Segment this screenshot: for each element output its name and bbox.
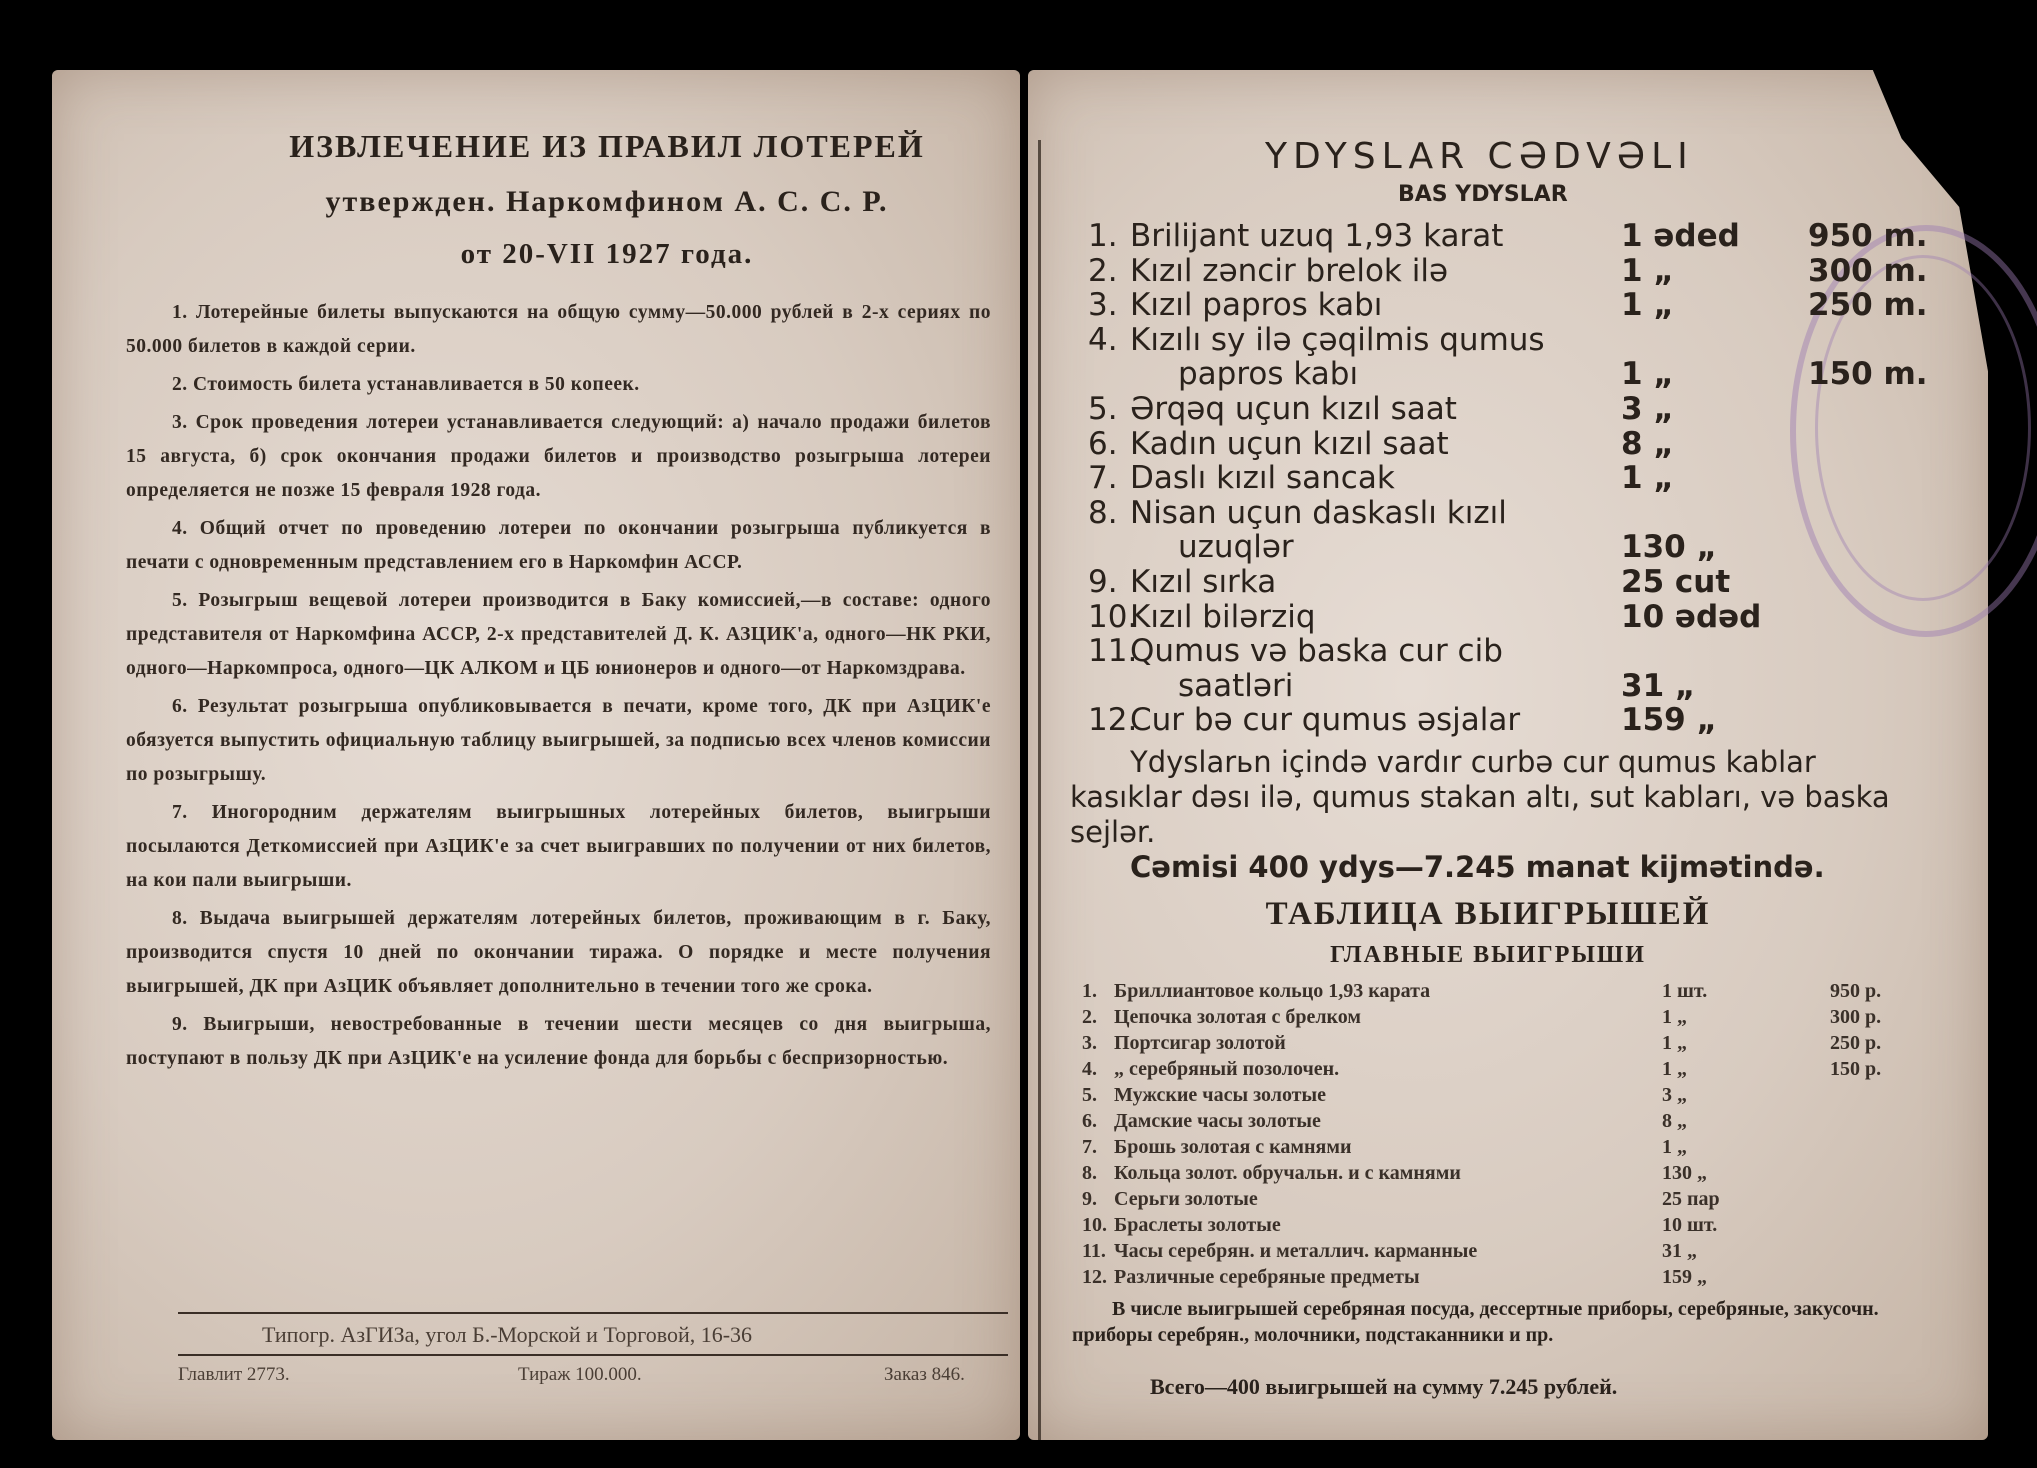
az-prize-qty: 1 əded xyxy=(1621,218,1740,254)
az-prize-value: 150 m. xyxy=(1808,356,1928,393)
az-prize-name: Kızıl papros kabı xyxy=(1130,287,1383,324)
ru-prize-row xyxy=(1082,1136,1942,1162)
rule-4: 4. Общий отчет по проведению лотереи по окончании розыгрыша публикуется в печати с одновременным представлением его в Наркомфин АССР. xyxy=(126,518,991,573)
rule-9: 9. Выигрыши, невостребованные в течении шести месяцев со дня выигрыша, поступают в пользу ДК при АзЦИК'е на усиление фонда для борьбы с беспризорностью. xyxy=(126,1014,991,1069)
az-prize-number: 8. xyxy=(1088,494,1118,531)
az-prize-qty: 1 „ xyxy=(1621,460,1674,497)
ru-prize-name: Браслеты золотые xyxy=(1114,1214,1281,1236)
az-prize-number: 7. xyxy=(1088,460,1118,497)
rule-5: 5. Розыгрыш вещевой лотереи производится в Баку комиссией,—в составе: одного представителя от Наркомфина АССР, 2-х представителей Д. К. АЗЦИК'а, одного—НК РКИ, одного—Наркомпроса, одного—ЦК АЛКОМ и ЦБ юнионеров и одного—от Наркомздрава. xyxy=(126,590,991,679)
footer-rule-bottom xyxy=(178,1354,1008,1356)
ru-prize-number: 6. xyxy=(1082,1110,1097,1132)
az-prize-row xyxy=(1088,495,1948,529)
footer-rule-top xyxy=(178,1312,1008,1314)
glavlit-number: Главлит 2773. xyxy=(178,1364,290,1385)
az-prize-qty: 31 „ xyxy=(1621,667,1696,704)
ru-prize-value: 250 р. xyxy=(1830,1032,1882,1054)
az-prize-qty: 130 „ xyxy=(1621,529,1717,566)
ru-prize-name: Часы серебрян. и металлич. карманные xyxy=(1114,1240,1478,1262)
ru-prize-row xyxy=(1082,980,1942,1006)
ru-prize-value: 950 р. xyxy=(1830,980,1882,1002)
az-prize-row xyxy=(1088,287,1948,324)
az-prize-name: saatləri xyxy=(1178,667,1294,704)
az-prize-value: 300 m. xyxy=(1808,252,1928,289)
az-prize-row xyxy=(1088,253,1948,287)
az-prize-row xyxy=(1088,426,1948,460)
az-prize-name: Kadın uçun kızıl saat xyxy=(1130,425,1449,462)
az-prize-row xyxy=(1088,633,1948,670)
ru-prize-qty: 159 „ xyxy=(1662,1266,1707,1288)
ru-prize-number: 5. xyxy=(1082,1084,1097,1106)
ru-prize-name: Портсигар золотой xyxy=(1114,1032,1286,1054)
left-title: ИЗВЛЕЧЕНИЕ ИЗ ПРАВИЛ ЛОТЕРЕЙ xyxy=(289,128,925,164)
az-prize-qty: 159 „ xyxy=(1621,702,1717,739)
order-number: Заказ 846. xyxy=(884,1364,965,1385)
az-prize-name: Brilijant uzuq 1,93 karat xyxy=(1130,218,1504,254)
ru-prize-row xyxy=(1082,1110,1942,1136)
az-prize-number: 11. xyxy=(1088,633,1138,670)
rule-1: 1. Лотерейные билеты выпускаются на общую сумму—50.000 рублей в 2-х сериях по 50.000 билетов в каждой серии. xyxy=(126,302,991,357)
ru-prize-qty: 31 „ xyxy=(1662,1240,1697,1262)
printer-line: Типогр. АзГИЗа, угол Б.-Морской и Торговой, 16-36 xyxy=(262,1322,753,1347)
ru-prize-number: 3. xyxy=(1082,1032,1097,1054)
az-prize-qty: 1 „ xyxy=(1621,287,1674,324)
ru-total: Всего—400 выигрышей на сумму 7.245 рублей. xyxy=(1150,1374,1618,1399)
az-prize-name: Kızıl bilərziq xyxy=(1130,598,1316,635)
az-prize-number: 5. xyxy=(1088,391,1118,427)
ru-prize-number: 7. xyxy=(1082,1136,1097,1158)
ru-prize-row xyxy=(1082,1084,1942,1110)
ru-prize-name: Мужские часы золотые xyxy=(1114,1084,1326,1106)
ru-prize-row xyxy=(1082,1162,1942,1188)
az-prize-number: 1. xyxy=(1088,218,1118,254)
az-title: YDYSLAR CƏDVƏLI xyxy=(1265,136,1694,177)
az-prize-value: 950 m. xyxy=(1808,218,1928,254)
az-prize-number: 10. xyxy=(1088,598,1138,635)
az-prize-row xyxy=(1088,356,1948,393)
az-prize-row xyxy=(1088,668,1948,702)
az-prize-row xyxy=(1088,322,1948,356)
az-prize-value: 250 m. xyxy=(1808,287,1928,324)
ru-prize-row xyxy=(1082,1240,1942,1266)
az-prize-row xyxy=(1088,218,1948,252)
ru-table-title: ТАБЛИЦА ВЫИГРЫШЕЙ xyxy=(1265,896,1711,932)
az-prize-row xyxy=(1088,460,1948,497)
az-prize-name: Qumus və baska cur cib xyxy=(1130,633,1503,670)
ru-prize-row xyxy=(1082,1188,1942,1214)
ru-prize-qty: 130 „ xyxy=(1662,1162,1707,1184)
ru-prize-qty: 1 „ xyxy=(1662,1058,1687,1080)
ru-note: В числе выигрышей серебряная посуда, дессертные приборы, серебряные, закусочн. приборы серебрян., молочники, подстаканники и пр. xyxy=(1072,1298,1879,1346)
rule-8: 8. Выдача выигрышей держателям лотерейных билетов, проживающим в г. Баку, производится спустя 10 дней по окончании тиража. О порядке и месте получения выигрышей, ДК при АзЦИК объявляет дополнительно в течении того же срока. xyxy=(126,908,991,997)
ru-prize-row xyxy=(1082,1058,1942,1084)
az-prize-row xyxy=(1088,391,1948,425)
ru-prize-row xyxy=(1082,1214,1942,1240)
az-note: Ydyslarьn içində vardır curbə cur qumus kablar kasıklar dəsı ilə, qumus stakan altı, sut kabları, və baska sejlər. xyxy=(1070,745,1890,849)
left-subtitle: утвержден. Наркомфином А. С. С. Р. xyxy=(325,185,889,218)
ru-prize-row xyxy=(1082,1266,1942,1292)
az-prize-number: 3. xyxy=(1088,287,1118,324)
az-total: Cəmisi 400 ydys—7.245 manat kijmətində. xyxy=(1130,850,1825,884)
az-prize-qty: 25 cut xyxy=(1621,564,1731,600)
ru-prize-qty: 25 пар xyxy=(1662,1188,1720,1210)
az-prize-name: Kızılı sy ilə çəqilmis qumus xyxy=(1130,321,1545,358)
ru-table-subtitle: ГЛАВНЫЕ ВЫИГРЫШИ xyxy=(1330,942,1646,968)
az-prize-qty: 8 „ xyxy=(1621,425,1674,462)
az-prize-name: Kızıl zəncir brelok ilə xyxy=(1130,252,1449,289)
ru-prize-number: 12. xyxy=(1082,1266,1107,1288)
ru-prize-qty: 1 „ xyxy=(1662,1032,1687,1054)
ru-prize-qty: 1 „ xyxy=(1662,1136,1687,1158)
ru-prize-number: 4. xyxy=(1082,1058,1097,1080)
ru-prize-name: Цепочка золотая с брелком xyxy=(1114,1006,1362,1028)
rule-6: 6. Результат розыгрыша опубликовывается в печати, кроме того, ДК при АзЦИК'е обязуется выпустить официальную таблицу выигрышей, за подписью всех членов комиссии по розыгрышу. xyxy=(126,696,991,785)
rules-list xyxy=(126,296,991,1080)
ru-prize-name: Различные серебряные предметы xyxy=(1114,1266,1420,1288)
ru-prize-qty: 1 шт. xyxy=(1662,980,1708,1002)
az-prize-qty: 1 „ xyxy=(1621,252,1674,289)
ru-prize-name: „ серебряный позолочен. xyxy=(1114,1058,1340,1080)
ru-prize-qty: 3 „ xyxy=(1662,1084,1687,1106)
ru-prize-name: Дамские часы золотые xyxy=(1114,1110,1321,1132)
left-date: от 20-VII 1927 года. xyxy=(460,238,754,270)
az-prize-name: Cur bə cur qumus əsjalar xyxy=(1130,702,1521,739)
az-prize-name: Nisan uçun daskaslı kızıl xyxy=(1130,494,1507,531)
ru-prize-value: 300 р. xyxy=(1830,1006,1882,1028)
az-prize-number: 12. xyxy=(1088,702,1138,739)
az-prize-row xyxy=(1088,529,1948,566)
ru-prize-name: Брошь золотая с камнями xyxy=(1114,1136,1352,1158)
ru-prize-name: Бриллиантовое кольцо 1,93 карата xyxy=(1114,980,1431,1002)
az-prize-qty: 1 „ xyxy=(1621,356,1674,393)
ru-prize-name: Серьги золотые xyxy=(1114,1188,1258,1210)
az-prize-name: Kızıl sırka xyxy=(1130,564,1277,600)
az-prize-qty: 10 ədəd xyxy=(1621,598,1762,635)
ru-prize-number: 10. xyxy=(1082,1214,1107,1236)
az-prize-row xyxy=(1088,599,1948,633)
ru-prize-qty: 10 шт. xyxy=(1662,1214,1718,1236)
ru-prize-qty: 1 „ xyxy=(1662,1006,1687,1028)
ru-prize-name: Кольца золот. обручальн. и с камнями xyxy=(1114,1162,1461,1184)
ru-prize-qty: 8 „ xyxy=(1662,1110,1687,1132)
az-prize-name: Ərqəq uçun kızıl saat xyxy=(1130,391,1457,427)
ru-prize-number: 9. xyxy=(1082,1188,1097,1210)
az-prize-name: papros kabı xyxy=(1178,356,1359,393)
ru-prize-number: 1. xyxy=(1082,980,1097,1002)
az-prize-number: 9. xyxy=(1088,564,1118,600)
rule-7: 7. Иногородним держателям выигрышных лотерейных билетов, выигрыши посылаются Деткомиссией при АзЦИК'е за счет выигравших по получении от них билетов, на кои пали выигрыши. xyxy=(126,802,991,891)
az-prize-name: uzuqlər xyxy=(1178,529,1294,566)
ru-prize-value: 150 р. xyxy=(1830,1058,1882,1080)
az-prize-qty: 3 „ xyxy=(1621,391,1674,427)
az-prize-row xyxy=(1088,702,1948,739)
az-subtitle: BAS YDYSLAR xyxy=(1398,182,1568,207)
ru-prize-number: 8. xyxy=(1082,1162,1097,1184)
page-fold xyxy=(1038,140,1041,1440)
az-prize-number: 2. xyxy=(1088,252,1118,289)
az-prize-row xyxy=(1088,564,1948,598)
rule-2: 2. Стоимость билета устанавливается в 50 копеек. xyxy=(172,374,640,395)
ru-prize-row xyxy=(1082,1006,1942,1032)
print-run: Тираж 100.000. xyxy=(518,1364,642,1385)
rule-3: 3. Срок проведения лотереи устанавливается следующий: а) начало продажи билетов 15 августа, б) срок окончания продажи билетов и производство розыгрыша лотереи определяется не позже 15 февраля 1928 года. xyxy=(126,412,991,501)
az-prize-number: 4. xyxy=(1088,321,1118,358)
ru-prize-number: 2. xyxy=(1082,1006,1097,1028)
az-prize-number: 6. xyxy=(1088,425,1118,462)
ru-prize-row xyxy=(1082,1032,1942,1058)
ru-prize-number: 11. xyxy=(1082,1240,1106,1262)
az-prize-name: Daslı kızıl sancak xyxy=(1130,460,1395,497)
